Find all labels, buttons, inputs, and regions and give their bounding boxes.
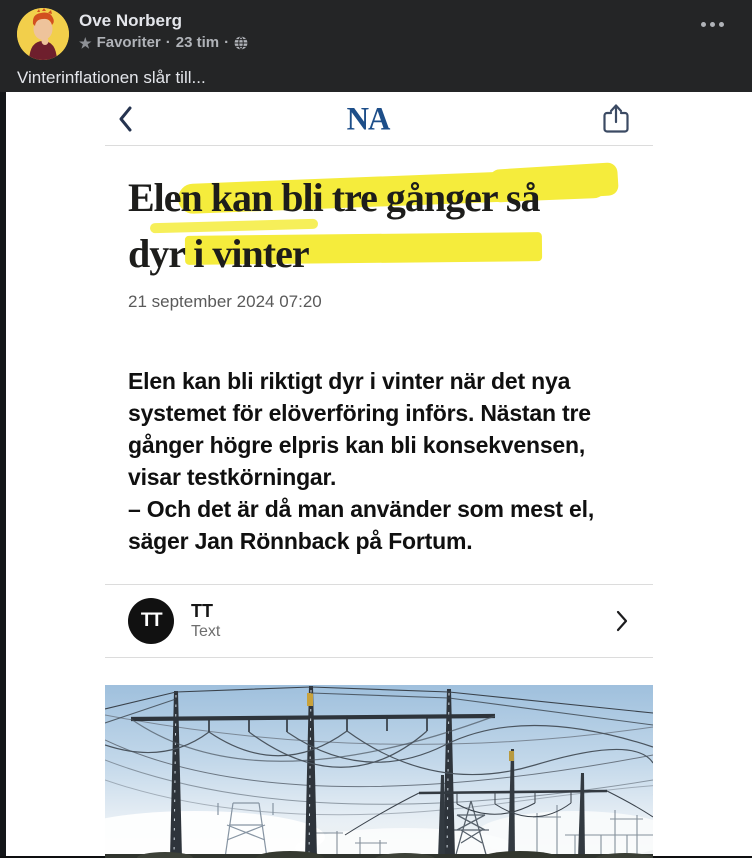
post-timestamp: 23 tim	[175, 34, 220, 51]
article-nav-bar	[105, 92, 653, 145]
article-photo-power-lines	[105, 685, 653, 858]
lead-paragraph: Elen kan bli riktigt dyr i vinter när det nya systemet för elöverföring införs. Nästan tre gånger högre elpris kan bli konsekvensen, visar testkörningar.	[128, 368, 591, 490]
audience-label: Favoriter	[96, 34, 161, 51]
more-options-button[interactable]	[701, 8, 736, 27]
meta-separator: ·	[165, 34, 171, 51]
post-author[interactable]: Ove Norberg	[79, 11, 182, 30]
avatar-memoji	[17, 8, 69, 60]
favorites-star-icon: ★	[79, 35, 92, 51]
article-lead	[128, 365, 629, 557]
photo-viewer-gutter	[0, 92, 6, 856]
chevron-left-icon	[118, 106, 133, 132]
post-text: Vinterinflationen slår till...	[17, 68, 206, 87]
post-meta	[79, 34, 248, 52]
share-button[interactable]	[603, 103, 629, 134]
article-headline	[105, 146, 653, 282]
post-attachment-image[interactable]	[0, 92, 752, 856]
avatar[interactable]	[17, 8, 69, 60]
share-icon	[603, 103, 629, 134]
byline-name: TT	[191, 600, 213, 621]
byline-role: Text	[191, 622, 221, 640]
byline-divider-bottom	[105, 657, 653, 658]
back-button[interactable]	[118, 106, 133, 132]
globe-icon	[234, 36, 248, 50]
headline-line-2: dyr i vinter	[128, 231, 309, 276]
lead-paragraph: – Och det är då man använder som mest el, säger Jan Rönnback på Fortum.	[128, 496, 595, 554]
publish-date: 21 september 2024 07:20	[128, 292, 322, 311]
facebook-post-header	[0, 0, 752, 92]
byline-row[interactable]	[105, 585, 653, 657]
article-screenshot	[105, 92, 653, 858]
chevron-right-icon	[616, 610, 628, 632]
na-logo[interactable]: NA	[346, 99, 390, 137]
tt-agency-logo: TT	[128, 598, 174, 644]
headline-line-1: Elen kan bli tre gånger så	[128, 175, 540, 220]
meta-separator: ·	[224, 34, 230, 51]
